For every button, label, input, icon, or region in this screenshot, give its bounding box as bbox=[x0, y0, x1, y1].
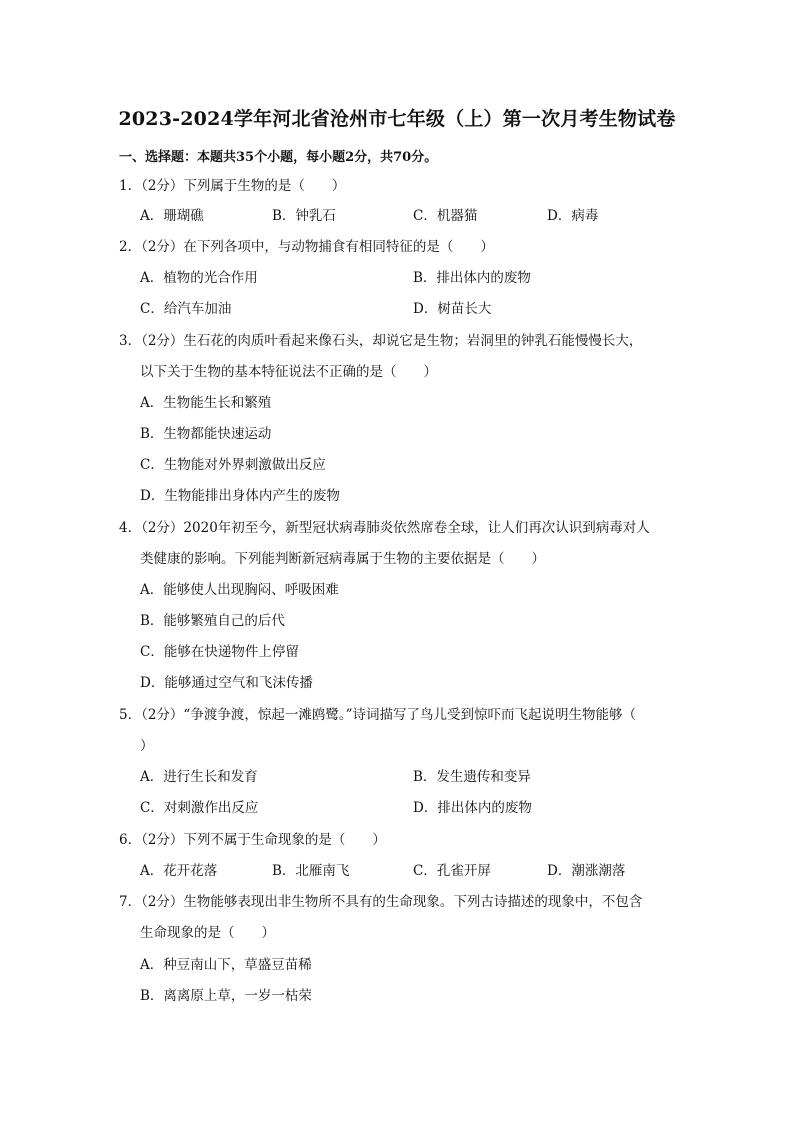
page-title: 2023-2024学年河北省沧州市七年级（上）第一次月考生物试卷 bbox=[118, 108, 676, 130]
question-5-option-d: D．排出体内的废物 bbox=[413, 800, 532, 816]
question-4-option-d: D．能够通过空气和飞沫传播 bbox=[140, 675, 313, 691]
question-5-option-a: A．进行生长和发育 bbox=[140, 769, 258, 785]
question-6-stem: 6．（2分）下列不属于生命现象的是（ ） bbox=[119, 832, 386, 848]
question-3-option-b: B．生物都能快速运动 bbox=[140, 426, 272, 442]
question-2-option-d: D．树苗长大 bbox=[413, 301, 492, 317]
question-5-stem-line-2: ） bbox=[140, 738, 154, 754]
question-5-option-b: B．发生遗传和变异 bbox=[413, 769, 531, 785]
question-6-option-c: C．孔雀开屏 bbox=[413, 863, 491, 879]
question-3-option-c: C．生物能对外界刺激做出反应 bbox=[140, 457, 326, 473]
question-1-option-d: D．病毒 bbox=[547, 208, 599, 224]
question-2-option-c: C．给汽车加油 bbox=[140, 301, 232, 317]
question-1-option-c: C．机器猫 bbox=[413, 208, 478, 224]
question-4-option-c: C．能够在快递物件上停留 bbox=[140, 644, 299, 660]
question-1-option-b: B．钟乳石 bbox=[272, 208, 336, 224]
question-1-stem: 1．（2分）下列属于生物的是（ ） bbox=[119, 178, 346, 194]
question-2-stem: 2．（2分）在下列各项中，与动物捕食有相同特征的是（ ） bbox=[119, 239, 494, 255]
question-2-option-a: A．植物的光合作用 bbox=[140, 270, 258, 286]
question-7-option-b: B．离离原上草，一岁一枯荣 bbox=[140, 988, 312, 1004]
question-5-option-c: C．对刺激作出反应 bbox=[140, 800, 259, 816]
section-heading: 一、选择题：本题共35个小题，每小题2分，共70分。 bbox=[119, 150, 438, 165]
question-6-option-a: A．花开花落 bbox=[140, 863, 218, 879]
question-7-stem-line-2: 生命现象的是（ ） bbox=[140, 925, 275, 941]
question-5-stem-line-1: 5．（2分）“争渡争渡，惊起一滩鸥鹭。”诗词描写了鸟儿受到惊吓而飞起说明生物能够（ bbox=[119, 707, 636, 723]
question-7-stem-line-1: 7．（2分）生物能够表现出非生物所不具有的生命现象。下列古诗描述的现象中，不包含 bbox=[119, 894, 643, 910]
question-4-stem-line-1: 4．（2分）2020年初至今，新型冠状病毒肺炎依然席卷全球，让人们再次认识到病毒对人 bbox=[119, 520, 650, 536]
question-4-stem-line-2: 类健康的影响。下列能判断新冠病毒属于生物的主要依据是（ ） bbox=[140, 551, 545, 567]
question-3-option-d: D．生物能排出身体内产生的废物 bbox=[140, 488, 340, 504]
question-7-option-a: A．种豆南山下，草盛豆苗稀 bbox=[140, 957, 312, 973]
question-1-option-a: A．珊瑚礁 bbox=[140, 208, 204, 224]
question-4-option-b: B．能够繁殖自己的后代 bbox=[140, 613, 285, 629]
question-2-option-b: B．排出体内的废物 bbox=[413, 270, 531, 286]
question-4-option-a: A．能够使人出现胸闷、呼吸困难 bbox=[140, 582, 339, 598]
question-3-stem-line-1: 3．（2分）生石花的肉质叶看起来像石头，却说它是生物；岩洞里的钟乳石能慢慢长大， bbox=[119, 333, 643, 349]
question-3-option-a: A．生物能生长和繁殖 bbox=[140, 395, 272, 411]
question-6-option-d: D．潮涨潮落 bbox=[547, 863, 626, 879]
question-6-option-b: B．北雁南飞 bbox=[272, 863, 350, 879]
question-3-stem-line-2: 以下关于生物的基本特征说法不正确的是（ ） bbox=[140, 364, 437, 380]
